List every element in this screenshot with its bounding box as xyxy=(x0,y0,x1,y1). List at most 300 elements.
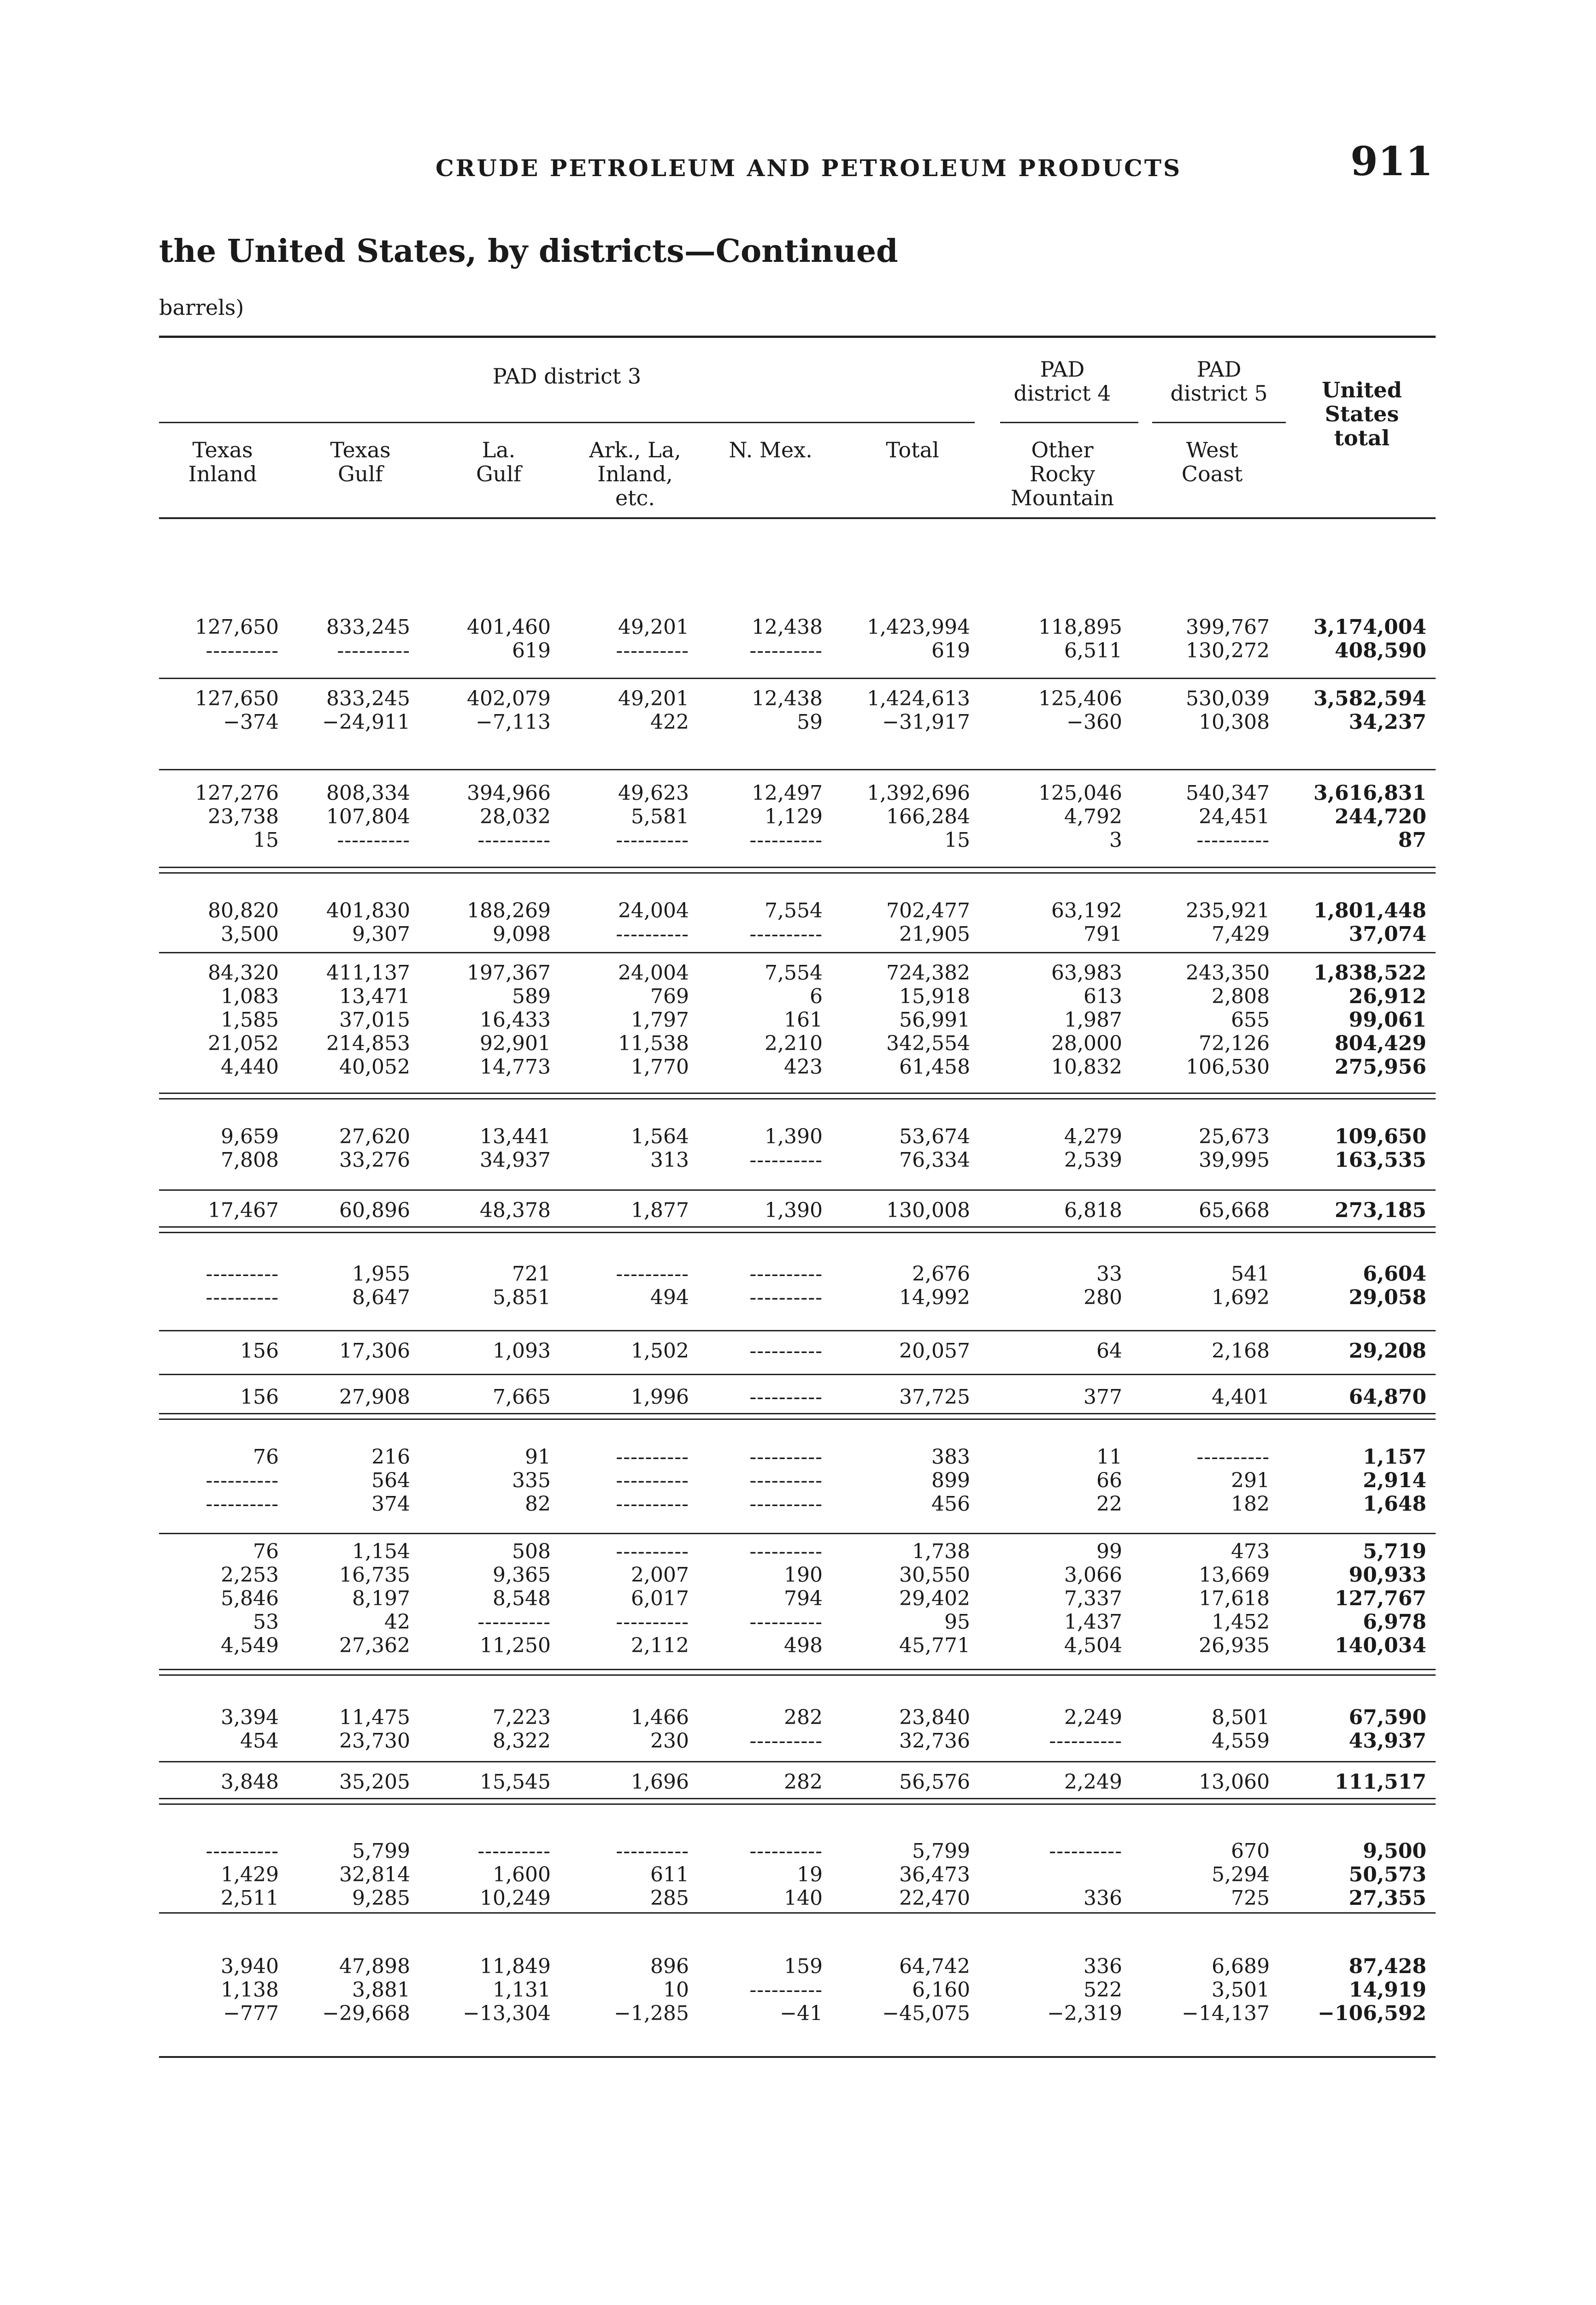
table-cell: 9,365 xyxy=(493,1563,551,1587)
table-cell: ---------- xyxy=(206,1492,279,1516)
block-rule-double xyxy=(159,872,1436,874)
table-cell-group xyxy=(263,1199,410,1222)
table-cell: 291 xyxy=(1231,1469,1270,1492)
table-cell: 3,616,831 xyxy=(1313,781,1426,805)
table-cell: ---------- xyxy=(749,828,823,852)
table-cell-group xyxy=(675,1262,823,1309)
table-cell-group xyxy=(675,1955,823,2025)
table-cell: 166,284 xyxy=(886,805,970,828)
table-cell: 336 xyxy=(1084,1955,1122,1978)
table-cell: 422 xyxy=(650,710,689,734)
table-cell: 6,160 xyxy=(912,1978,970,2002)
table-cell: 541 xyxy=(1231,1262,1270,1286)
table-cell-group xyxy=(975,1770,1122,1794)
table-cell: ---------- xyxy=(749,1839,823,1863)
table-cell-group xyxy=(975,1706,1122,1753)
table-cell: 8,501 xyxy=(1212,1706,1270,1729)
table-cell-group xyxy=(403,1199,551,1222)
table-cell: 23,738 xyxy=(208,805,279,828)
table-cell: 125,406 xyxy=(1038,687,1122,710)
column-header-4: N. Mex. xyxy=(729,437,813,462)
table-cell-group xyxy=(1122,1839,1270,1910)
table-cell-group xyxy=(542,1385,689,1409)
table-cell-group xyxy=(403,1540,551,1657)
table-cell: 401,830 xyxy=(326,899,410,922)
table-cell-group xyxy=(1279,615,1426,662)
table-cell: 17,306 xyxy=(339,1339,410,1363)
table-cell: 702,477 xyxy=(886,899,970,922)
table-cell: 42 xyxy=(384,1610,410,1634)
table-cell: 1,424,613 xyxy=(867,687,970,710)
table-cell: 22 xyxy=(1096,1492,1122,1516)
table-cell: 37,074 xyxy=(1349,922,1426,946)
column-header-5: Total xyxy=(886,437,939,462)
table-cell-group xyxy=(263,1540,410,1657)
table-cell-group xyxy=(1279,1262,1426,1309)
table-cell: 66 xyxy=(1096,1469,1122,1492)
table-cell: 29,058 xyxy=(1349,1286,1426,1309)
table-cell-group xyxy=(542,1770,689,1794)
table-cell: 4,549 xyxy=(221,1634,279,1657)
table-cell: 159 xyxy=(784,1955,823,1978)
table-cell: 27,362 xyxy=(339,1634,410,1657)
table-cell-group xyxy=(131,1955,279,2025)
table-cell: 109,650 xyxy=(1334,1125,1426,1148)
table-cell: 127,767 xyxy=(1334,1587,1426,1610)
table-cell: ---------- xyxy=(1049,1729,1122,1753)
table-cell: ---------- xyxy=(477,1839,551,1863)
table-cell: ---------- xyxy=(337,639,410,662)
table-cell: ---------- xyxy=(616,1262,689,1286)
table-cell: 14,773 xyxy=(480,1055,551,1079)
table-cell: −777 xyxy=(223,2002,279,2025)
table-cell: 399,767 xyxy=(1186,615,1270,639)
table-cell-group xyxy=(975,1445,1122,1516)
table-cell-group xyxy=(1279,1445,1426,1516)
table-cell: 125,046 xyxy=(1038,781,1122,805)
table-cell: 13,060 xyxy=(1199,1770,1270,1794)
block-rule-double xyxy=(159,1232,1436,1233)
table-cell: 56,991 xyxy=(899,1008,970,1032)
table-cell: 670 xyxy=(1231,1839,1270,1863)
table-cell: 6,978 xyxy=(1363,1610,1426,1634)
table-subtitle: barrels) xyxy=(159,295,244,320)
table-cell: −106,592 xyxy=(1318,2002,1426,2025)
table-cell: 833,245 xyxy=(326,687,410,710)
table-cell: 1,083 xyxy=(221,985,279,1008)
table-cell: 383 xyxy=(931,1445,970,1469)
table-cell-group xyxy=(403,1339,551,1363)
table-cell: −45,075 xyxy=(882,2002,970,2025)
table-cell-group xyxy=(263,1445,410,1516)
table-cell: 1,955 xyxy=(352,1262,410,1286)
table-cell: 3,940 xyxy=(221,1955,279,1978)
table-cell: 522 xyxy=(1084,1978,1122,2002)
table-cell: ---------- xyxy=(206,1839,279,1863)
table-cell: 721 xyxy=(512,1262,551,1286)
table-cell: 32,736 xyxy=(899,1729,970,1753)
table-cell: 10,832 xyxy=(1051,1055,1122,1079)
table-cell: 15 xyxy=(944,828,970,852)
table-cell: −31,917 xyxy=(882,710,970,734)
table-cell-group xyxy=(1279,1385,1426,1409)
table-cell: 13,441 xyxy=(480,1125,551,1148)
table-cell-group xyxy=(542,1706,689,1753)
table-cell: ---------- xyxy=(616,1839,689,1863)
table-cell: 589 xyxy=(512,985,551,1008)
table-cell-group xyxy=(975,687,1122,734)
table-cell-group xyxy=(823,1385,970,1409)
table-cell-group xyxy=(542,687,689,734)
table-cell-group xyxy=(403,1955,551,2025)
table-cell: 4,792 xyxy=(1064,805,1122,828)
table-cell-group xyxy=(1122,1445,1270,1516)
table-cell-group xyxy=(403,1706,551,1753)
table-cell: 21,052 xyxy=(208,1032,279,1055)
table-cell: 11,250 xyxy=(480,1634,551,1657)
table-cell-group xyxy=(675,899,823,946)
table-cell-group xyxy=(263,961,410,1079)
table-cell: 32,814 xyxy=(339,1863,410,1886)
table-cell: 4,401 xyxy=(1212,1385,1270,1409)
table-cell-group xyxy=(403,781,551,852)
table-cell: 655 xyxy=(1231,1008,1270,1032)
table-cell: 6 xyxy=(810,985,823,1008)
table-cell: 161 xyxy=(784,1008,823,1032)
table-cell: 14,992 xyxy=(899,1286,970,1309)
table-cell-group xyxy=(542,781,689,852)
table-cell-group xyxy=(131,1339,279,1363)
table-cell: 67,590 xyxy=(1349,1706,1426,1729)
table-cell: 374 xyxy=(371,1492,410,1516)
table-cell-group xyxy=(675,615,823,662)
table-cell-group xyxy=(403,687,551,734)
table-cell: 28,032 xyxy=(480,805,551,828)
block-rule xyxy=(159,1413,1436,1414)
table-cell: −1,285 xyxy=(614,2002,689,2025)
table-cell-group xyxy=(823,1839,970,1910)
table-cell: 11 xyxy=(1096,1445,1122,1469)
table-cell-group xyxy=(131,1199,279,1222)
table-cell-group xyxy=(263,781,410,852)
table-cell: 24,451 xyxy=(1199,805,1270,828)
table-cell-group xyxy=(1122,687,1270,734)
table-cell-group xyxy=(131,687,279,734)
table-cell: 35,205 xyxy=(339,1770,410,1794)
table-cell: 23,730 xyxy=(339,1729,410,1753)
table-cell: 6,604 xyxy=(1363,1262,1426,1286)
table-cell: 791 xyxy=(1084,922,1122,946)
table-cell: 64,742 xyxy=(899,1955,970,1978)
table-cell: 82 xyxy=(525,1492,551,1516)
column-header-3: Ark., La, Inland, etc. xyxy=(589,437,681,510)
table-cell: 65,668 xyxy=(1199,1199,1270,1222)
table-cell-group xyxy=(542,1199,689,1222)
page-number: 911 xyxy=(1350,138,1433,185)
table-cell: 127,650 xyxy=(195,615,279,639)
table-cell: 1,129 xyxy=(765,805,823,828)
table-cell: 1,801,448 xyxy=(1313,899,1426,922)
table-cell: 72,126 xyxy=(1199,1032,1270,1055)
table-cell-group xyxy=(1279,1706,1426,1753)
table-cell: 473 xyxy=(1231,1540,1270,1563)
table-cell: 5,581 xyxy=(631,805,689,828)
table-cell: 335 xyxy=(512,1469,551,1492)
table-cell: 3,174,004 xyxy=(1313,615,1426,639)
running-head: CRUDE PETROLEUM AND PETROLEUM PRODUCTS xyxy=(436,154,1182,182)
group-header-pad3: PAD district 3 xyxy=(492,364,642,389)
table-cell: 1,696 xyxy=(631,1770,689,1794)
table-cell: 1,390 xyxy=(765,1199,823,1222)
table-cell: 9,500 xyxy=(1363,1839,1426,1863)
table-cell: 394,966 xyxy=(467,781,551,805)
table-cell: −360 xyxy=(1066,710,1122,734)
table-cell-group xyxy=(975,1540,1122,1657)
table-cell: 13,669 xyxy=(1199,1563,1270,1587)
table-cell: 235,921 xyxy=(1186,899,1270,922)
table-cell: 2,112 xyxy=(631,1634,689,1657)
table-cell: ---------- xyxy=(749,1540,823,1563)
group-header-pad5: PAD district 5 xyxy=(1170,357,1268,406)
table-cell: 725 xyxy=(1231,1886,1270,1910)
table-cell: 43,937 xyxy=(1349,1729,1426,1753)
table-cell: 33,276 xyxy=(339,1148,410,1172)
table-cell-group xyxy=(1122,1385,1270,1409)
table-cell-group xyxy=(403,1125,551,1172)
table-cell: ---------- xyxy=(616,1610,689,1634)
table-cell: ---------- xyxy=(749,1286,823,1309)
table-cell: 10,249 xyxy=(480,1886,551,1910)
table-cell-group xyxy=(263,1339,410,1363)
table-cell-group xyxy=(1279,1339,1426,1363)
table-cell: 19 xyxy=(797,1863,823,1886)
table-cell: 1,390 xyxy=(765,1125,823,1148)
table-cell: 24,004 xyxy=(618,961,689,985)
block-rule xyxy=(159,2056,1436,2058)
table-cell-group xyxy=(403,1385,551,1409)
table-cell xyxy=(975,1863,1122,1886)
table-cell: 60,896 xyxy=(339,1199,410,1222)
group-header-pad4: PAD district 4 xyxy=(1013,357,1111,406)
table-cell-group xyxy=(823,1706,970,1753)
table-cell: ---------- xyxy=(477,1610,551,1634)
table-cell: ---------- xyxy=(749,639,823,662)
table-cell: ---------- xyxy=(749,1339,823,1363)
table-cell: ---------- xyxy=(206,639,279,662)
pad4-underline xyxy=(1000,422,1138,423)
table-cell: 130,008 xyxy=(886,1199,970,1222)
table-cell: ---------- xyxy=(206,1469,279,1492)
table-cell: 5,719 xyxy=(1363,1540,1426,1563)
table-cell-group xyxy=(1122,899,1270,946)
block-rule xyxy=(159,867,1436,868)
table-cell: 27,908 xyxy=(339,1385,410,1409)
table-cell: 494 xyxy=(650,1286,689,1309)
table-cell: −374 xyxy=(223,710,279,734)
table-cell: 12,497 xyxy=(752,781,823,805)
table-cell: 4,504 xyxy=(1064,1634,1122,1657)
table-cell: ---------- xyxy=(749,1729,823,1753)
table-cell-group xyxy=(975,1385,1122,1409)
table-cell: 619 xyxy=(931,639,970,662)
table-cell: 769 xyxy=(650,985,689,1008)
table-cell-group xyxy=(263,1125,410,1172)
table-cell: 39,995 xyxy=(1199,1148,1270,1172)
table-cell: 11,538 xyxy=(618,1032,689,1055)
table-cell: 22,470 xyxy=(899,1886,970,1910)
table-cell-group xyxy=(975,961,1122,1079)
table-cell: 27,620 xyxy=(339,1125,410,1148)
table-cell: 1,600 xyxy=(493,1863,551,1886)
table-cell: 1,429 xyxy=(221,1863,279,1886)
table-cell-group xyxy=(975,899,1122,946)
table-cell: 12,438 xyxy=(752,687,823,710)
table-cell-group xyxy=(975,1125,1122,1172)
table-cell-group xyxy=(403,961,551,1079)
table-cell: ---------- xyxy=(477,828,551,852)
table-cell-group xyxy=(1279,781,1426,852)
table-cell: 530,039 xyxy=(1186,687,1270,710)
table-cell: 64,870 xyxy=(1349,1385,1426,1409)
table-cell: ---------- xyxy=(749,1445,823,1469)
table-cell-group xyxy=(131,1125,279,1172)
table-cell: 214,853 xyxy=(326,1032,410,1055)
table-cell-group xyxy=(823,615,970,662)
table-cell-group xyxy=(1122,1770,1270,1794)
table-cell: 613 xyxy=(1084,985,1122,1008)
table-cell-group xyxy=(263,687,410,734)
table-cell: ---------- xyxy=(616,828,689,852)
table-cell: 1,452 xyxy=(1212,1610,1270,1634)
column-header-2: La. Gulf xyxy=(476,437,522,486)
table-cell-group xyxy=(542,899,689,946)
table-cell: 408,590 xyxy=(1334,639,1426,662)
table-cell: 49,201 xyxy=(618,687,689,710)
table-cell: 377 xyxy=(1084,1385,1122,1409)
table-cell: 896 xyxy=(650,1955,689,1978)
table-cell: 63,983 xyxy=(1051,961,1122,985)
table-cell-group xyxy=(131,1445,279,1516)
pad5-underline xyxy=(1152,422,1286,423)
table-cell-group xyxy=(542,1955,689,2025)
table-cell: 84,320 xyxy=(208,961,279,985)
table-cell: 336 xyxy=(1084,1886,1122,1910)
table-cell: 2,210 xyxy=(765,1032,823,1055)
block-rule-double xyxy=(159,1098,1436,1099)
pad3-underline xyxy=(159,422,975,423)
table-cell: 26,912 xyxy=(1349,985,1426,1008)
table-cell-group xyxy=(403,1839,551,1910)
table-cell-group xyxy=(131,961,279,1079)
table-cell: 2,253 xyxy=(221,1563,279,1587)
table-cell-group xyxy=(131,1262,279,1309)
table-cell: 7,554 xyxy=(765,899,823,922)
block-rule-double xyxy=(159,1418,1436,1420)
table-cell: 95 xyxy=(944,1610,970,1634)
table-cell: 2,168 xyxy=(1212,1339,1270,1363)
table-cell: 197,367 xyxy=(467,961,551,985)
block-rule xyxy=(159,1912,1436,1914)
table-cell: 8,197 xyxy=(352,1587,410,1610)
table-cell-group xyxy=(823,1125,970,1172)
table-cell: 7,223 xyxy=(493,1706,551,1729)
table-cell: 282 xyxy=(784,1706,823,1729)
table-cell: ---------- xyxy=(749,1978,823,2002)
table-cell: 1,502 xyxy=(631,1339,689,1363)
table-cell-group xyxy=(1279,1839,1426,1910)
table-cell-group xyxy=(975,615,1122,662)
table-cell-group xyxy=(542,961,689,1079)
table-cell: 64 xyxy=(1096,1339,1122,1363)
table-cell-group xyxy=(1279,1770,1426,1794)
table-cell: 3,881 xyxy=(352,1978,410,2002)
table-cell: 107,804 xyxy=(326,805,410,828)
column-header-6: Other Rocky Mountain xyxy=(1010,437,1114,510)
table-cell: 76 xyxy=(253,1540,279,1563)
table-cell-group xyxy=(1122,1339,1270,1363)
table-cell: 280 xyxy=(1084,1286,1122,1309)
header-bottom-rule xyxy=(159,517,1436,519)
table-cell: ---------- xyxy=(749,1492,823,1516)
table-cell-group xyxy=(823,1955,970,2025)
table-cell: 7,554 xyxy=(765,961,823,985)
table-cell: −29,668 xyxy=(322,2002,410,2025)
table-cell: 2,539 xyxy=(1064,1148,1122,1172)
table-cell: 6,689 xyxy=(1212,1955,1270,1978)
table-cell: 17,618 xyxy=(1199,1587,1270,1610)
table-cell: 456 xyxy=(931,1492,970,1516)
table-cell: 402,079 xyxy=(467,687,551,710)
table-cell: 230 xyxy=(650,1729,689,1753)
table-cell: 15,918 xyxy=(899,985,970,1008)
table-cell: 3,582,594 xyxy=(1313,687,1426,710)
table-cell: 30,550 xyxy=(899,1563,970,1587)
table-cell: 40,052 xyxy=(339,1055,410,1079)
table-cell-group xyxy=(131,899,279,946)
table-cell: 118,895 xyxy=(1038,615,1122,639)
block-rule-double xyxy=(159,1803,1436,1805)
header-top-rule xyxy=(159,336,1436,338)
table-cell: 15,545 xyxy=(480,1770,551,1794)
table-cell: 1,093 xyxy=(493,1339,551,1363)
table-cell: 1,987 xyxy=(1064,1008,1122,1032)
table-cell: 4,559 xyxy=(1212,1729,1270,1753)
table-cell: 12,438 xyxy=(752,615,823,639)
table-cell-group xyxy=(823,1770,970,1794)
table-cell: 3,848 xyxy=(221,1770,279,1794)
table-cell-group xyxy=(263,1770,410,1794)
table-cell-group xyxy=(675,1770,823,1794)
table-cell: 76,334 xyxy=(899,1148,970,1172)
table-cell-group xyxy=(542,1125,689,1172)
table-cell: 37,015 xyxy=(339,1008,410,1032)
table-cell: 285 xyxy=(650,1886,689,1910)
column-header-7: West Coast xyxy=(1181,437,1243,486)
table-cell: 49,623 xyxy=(618,781,689,805)
table-cell: 24,004 xyxy=(618,899,689,922)
table-cell: 2,808 xyxy=(1212,985,1270,1008)
table-cell-group xyxy=(823,1339,970,1363)
table-cell: 1,738 xyxy=(912,1540,970,1563)
table-cell-group xyxy=(1122,961,1270,1079)
table-cell: 36,473 xyxy=(899,1863,970,1886)
table-cell: 87,428 xyxy=(1349,1955,1426,1978)
block-rule-double xyxy=(159,1674,1436,1676)
table-cell: ---------- xyxy=(206,1262,279,1286)
table-cell: 99 xyxy=(1096,1540,1122,1563)
table-cell-group xyxy=(1279,1540,1426,1657)
table-cell-group xyxy=(1122,1199,1270,1222)
